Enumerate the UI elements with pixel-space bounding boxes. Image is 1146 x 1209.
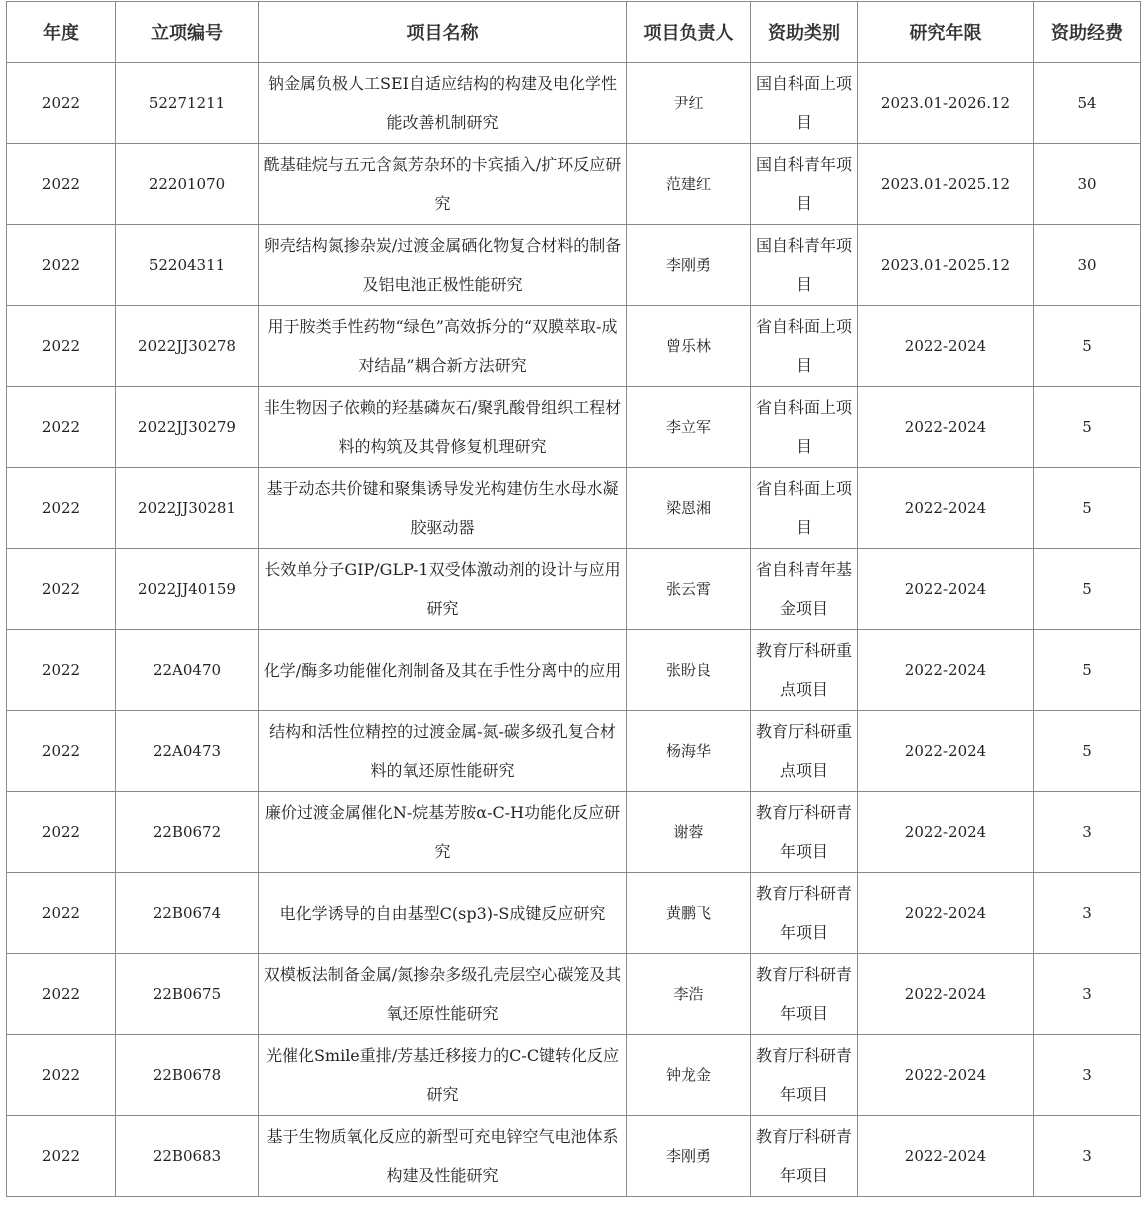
cell-funding: 3 [1034, 792, 1141, 873]
cell-name: 用于胺类手性药物“绿色”高效拆分的“双膜萃取-成对结晶”耦合新方法研究 [259, 306, 627, 387]
table-row [7, 468, 1141, 549]
cell-leader: 黄鹏飞 [627, 873, 751, 954]
cell-funding: 5 [1034, 630, 1141, 711]
header-year: 年度 [7, 2, 116, 63]
cell-funding: 5 [1034, 306, 1141, 387]
cell-funding: 30 [1034, 144, 1141, 225]
header-period: 研究年限 [858, 2, 1034, 63]
cell-period: 2022-2024 [858, 711, 1034, 792]
cell-category: 省自科面上项目 [751, 306, 858, 387]
table-row [7, 1116, 1141, 1197]
table-row [7, 144, 1141, 225]
cell-year: 2022 [7, 387, 116, 468]
cell-id: 52271211 [116, 63, 259, 144]
cell-name: 卵壳结构氮掺杂炭/过渡金属硒化物复合材料的制备及铝电池正极性能研究 [259, 225, 627, 306]
header-category: 资助类别 [751, 2, 858, 63]
table-row [7, 630, 1141, 711]
cell-id: 22A0473 [116, 711, 259, 792]
cell-period: 2022-2024 [858, 1035, 1034, 1116]
header-row [7, 2, 1141, 63]
cell-year: 2022 [7, 792, 116, 873]
cell-year: 2022 [7, 63, 116, 144]
cell-funding: 5 [1034, 711, 1141, 792]
cell-period: 2022-2024 [858, 387, 1034, 468]
cell-leader: 张盼良 [627, 630, 751, 711]
cell-id: 52204311 [116, 225, 259, 306]
cell-leader: 梁恩湘 [627, 468, 751, 549]
table-row [7, 225, 1141, 306]
header-id: 立项编号 [116, 2, 259, 63]
cell-funding: 54 [1034, 63, 1141, 144]
cell-category: 教育厅科研青年项目 [751, 1035, 858, 1116]
cell-category: 国自科青年项目 [751, 225, 858, 306]
cell-category: 教育厅科研重点项目 [751, 630, 858, 711]
cell-id: 22201070 [116, 144, 259, 225]
table-row [7, 954, 1141, 1035]
cell-id: 22B0683 [116, 1116, 259, 1197]
cell-leader: 李刚勇 [627, 225, 751, 306]
cell-name: 结构和活性位精控的过渡金属-氮-碳多级孔复合材料的氧还原性能研究 [259, 711, 627, 792]
cell-year: 2022 [7, 144, 116, 225]
cell-id: 22B0672 [116, 792, 259, 873]
cell-funding: 5 [1034, 468, 1141, 549]
cell-year: 2022 [7, 711, 116, 792]
cell-id: 2022JJ30281 [116, 468, 259, 549]
table-row [7, 711, 1141, 792]
cell-name: 基于动态共价键和聚集诱导发光构建仿生水母水凝胶驱动器 [259, 468, 627, 549]
cell-name: 非生物因子依赖的羟基磷灰石/聚乳酸骨组织工程材料的构筑及其骨修复机理研究 [259, 387, 627, 468]
cell-year: 2022 [7, 630, 116, 711]
cell-year: 2022 [7, 954, 116, 1035]
cell-id: 2022JJ40159 [116, 549, 259, 630]
cell-id: 22B0678 [116, 1035, 259, 1116]
cell-funding: 3 [1034, 1035, 1141, 1116]
cell-name: 电化学诱导的自由基型C(sp3)-S成键反应研究 [259, 873, 627, 954]
cell-leader: 李立军 [627, 387, 751, 468]
cell-leader: 钟龙金 [627, 1035, 751, 1116]
cell-period: 2022-2024 [858, 792, 1034, 873]
header-name: 项目名称 [259, 2, 627, 63]
cell-leader: 李刚勇 [627, 1116, 751, 1197]
cell-leader: 谢蓉 [627, 792, 751, 873]
cell-category: 教育厅科研青年项目 [751, 792, 858, 873]
cell-name: 光催化Smile重排/芳基迁移接力的C-C键转化反应研究 [259, 1035, 627, 1116]
cell-leader: 范建红 [627, 144, 751, 225]
cell-leader: 尹红 [627, 63, 751, 144]
cell-funding: 3 [1034, 873, 1141, 954]
cell-name: 钠金属负极人工SEI自适应结构的构建及电化学性能改善机制研究 [259, 63, 627, 144]
cell-year: 2022 [7, 306, 116, 387]
table-body [7, 63, 1141, 1197]
table-row [7, 387, 1141, 468]
cell-year: 2022 [7, 1035, 116, 1116]
cell-funding: 30 [1034, 225, 1141, 306]
cell-period: 2022-2024 [858, 630, 1034, 711]
cell-category: 省自科面上项目 [751, 468, 858, 549]
cell-period: 2022-2024 [858, 549, 1034, 630]
cell-name: 长效单分子GIP/GLP-1双受体激动剂的设计与应用研究 [259, 549, 627, 630]
cell-id: 22B0675 [116, 954, 259, 1035]
cell-period: 2023.01-2025.12 [858, 144, 1034, 225]
cell-category: 国自科面上项目 [751, 63, 858, 144]
cell-funding: 5 [1034, 387, 1141, 468]
cell-year: 2022 [7, 873, 116, 954]
cell-id: 2022JJ30279 [116, 387, 259, 468]
header-leader: 项目负责人 [627, 2, 751, 63]
header-funding: 资助经费 [1034, 2, 1141, 63]
table-row [7, 306, 1141, 387]
table-row [7, 63, 1141, 144]
cell-name: 基于生物质氧化反应的新型可充电锌空气电池体系构建及性能研究 [259, 1116, 627, 1197]
cell-period: 2022-2024 [858, 873, 1034, 954]
cell-year: 2022 [7, 225, 116, 306]
cell-period: 2022-2024 [858, 306, 1034, 387]
cell-year: 2022 [7, 468, 116, 549]
cell-name: 酰基硅烷与五元含氮芳杂环的卡宾插入/扩环反应研究 [259, 144, 627, 225]
cell-leader: 杨海华 [627, 711, 751, 792]
cell-category: 教育厅科研青年项目 [751, 954, 858, 1035]
cell-category: 教育厅科研重点项目 [751, 711, 858, 792]
cell-id: 22B0674 [116, 873, 259, 954]
cell-funding: 3 [1034, 954, 1141, 1035]
cell-leader: 张云霄 [627, 549, 751, 630]
cell-year: 2022 [7, 1116, 116, 1197]
cell-category: 国自科青年项目 [751, 144, 858, 225]
cell-name: 化学/酶多功能催化剂制备及其在手性分离中的应用 [259, 630, 627, 711]
cell-funding: 3 [1034, 1116, 1141, 1197]
cell-name: 双模板法制备金属/氮掺杂多级孔壳层空心碳笼及其氧还原性能研究 [259, 954, 627, 1035]
table-row [7, 549, 1141, 630]
table-row [7, 792, 1141, 873]
cell-period: 2022-2024 [858, 954, 1034, 1035]
table-row [7, 1035, 1141, 1116]
cell-funding: 5 [1034, 549, 1141, 630]
cell-id: 2022JJ30278 [116, 306, 259, 387]
cell-category: 教育厅科研青年项目 [751, 873, 858, 954]
cell-category: 教育厅科研青年项目 [751, 1116, 858, 1197]
cell-leader: 曾乐林 [627, 306, 751, 387]
table-row [7, 873, 1141, 954]
cell-leader: 李浩 [627, 954, 751, 1035]
cell-name: 廉价过渡金属催化N-烷基芳胺α-C-H功能化反应研究 [259, 792, 627, 873]
cell-year: 2022 [7, 549, 116, 630]
cell-period: 2023.01-2025.12 [858, 225, 1034, 306]
cell-category: 省自科青年基金项目 [751, 549, 858, 630]
cell-id: 22A0470 [116, 630, 259, 711]
cell-period: 2022-2024 [858, 468, 1034, 549]
cell-category: 省自科面上项目 [751, 387, 858, 468]
cell-period: 2022-2024 [858, 1116, 1034, 1197]
projects-table [6, 1, 1141, 1197]
cell-period: 2023.01-2026.12 [858, 63, 1034, 144]
